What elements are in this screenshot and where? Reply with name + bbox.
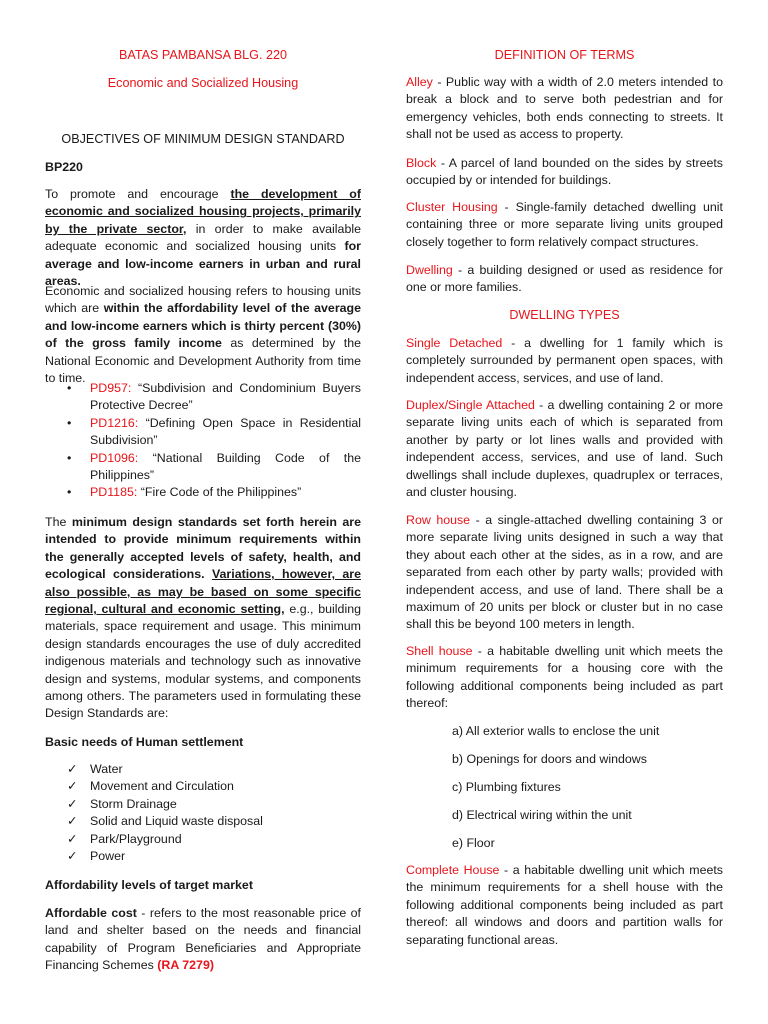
term-text: - a single-attached dwelling containing 3 or more separate living units designed in such a way that they about each other at the sides, as in a row, and are separated from each other by party walls; provided with independent access, and use of land. There shall be a maximum of 20 units per block or cluster but in no case shall this be beyond 100 meters in length. [406,513,723,632]
law-list [45,380,361,502]
term-text: - a building designed or used as residence for one or more families. [406,263,723,295]
list-item [45,813,361,830]
law-code: PD1185: [90,485,138,500]
para1-d: for average and low-income earners in urban and rural areas. [45,239,361,289]
list-item [45,848,361,865]
list-item [45,450,361,485]
bullet-icon: • [67,415,72,430]
para1-a: To promote and encourage [45,187,231,201]
type-shell-house [406,643,723,713]
bullet-icon: • [67,381,72,395]
check-icon: ✓ [67,849,78,864]
paragraph-standards [45,514,361,723]
para2-a: Economic and socialized housing refers to housing units which are [45,284,361,316]
affordability-heading: Affordability levels of target market [45,878,253,892]
bp-label: BP220 [45,160,83,174]
law-title: “Subdivision and Condominium Buyers Protective Decree” [90,381,361,413]
list-item [45,831,361,848]
definition-heading: DEFINITION OF TERMS [494,48,635,62]
doc-subtitle: Economic and Socialized Housing [107,76,299,90]
law-code: PD957: [90,381,132,395]
doc-title: BATAS PAMBANSA BLG. 220 [119,48,287,62]
affordable-ref: (RA 7279) [157,958,214,973]
term-text: - a habitable dwelling unit which meets the minimum requirements for a housing core with the following additional components being included as part thereof: [406,644,723,711]
term-text: - a habitable dwelling unit which meets the minimum requirements for a shell house with the following additional components being included as part thereof: all windows and doors and partition walls for separating functional areas. [406,863,723,947]
para2-b: within the affordability level of the average and low-income earners which is thirty percent (30%) of the gross family income [45,301,361,351]
term-text: - A parcel of land bounded on the sides by streets occupied by or intended for buildings. [406,156,723,188]
law-title: “Defining Open Space in Residential Subdivision” [90,415,361,448]
para3-e: e.g., building materials, space requirement and usage. This minimum design standards encourages the use of duly accredited indigenous materials and technology such as innovative design and systems, modular systems, and components among others. The parameters used in formulating these Design Standards are: [45,602,361,721]
component-item: b) Openings for doors and windows [452,752,647,766]
law-code: PD1096: [90,450,139,465]
term-label: Complete House [406,863,500,877]
term-label: Row house [406,513,471,527]
list-item [45,380,361,415]
type-complete-house [406,862,723,949]
para3-c [205,567,212,581]
dwelling-types-heading: DWELLING TYPES [509,308,620,322]
term-label: Alley [406,75,433,89]
check-icon: ✓ [67,831,78,846]
check-icon: ✓ [67,796,78,811]
law-title: “Fire Code of the Philippines” [137,485,302,500]
term-label: Dwelling [406,263,453,277]
need-label: Park/Playground [90,831,182,846]
need-label: Power [90,849,126,864]
bullet-icon: • [67,485,72,500]
term-alley [406,74,723,144]
term-dwelling [406,262,723,297]
list-item [45,484,361,501]
basic-needs-heading: Basic needs of Human settlement [45,735,244,749]
para3-d: Variations, however, are also possible, as may be based on some specific regional, cultural and economic setting, [45,567,362,617]
list-item [45,761,361,778]
bullet-icon: • [67,450,72,465]
need-label: Solid and Liquid waste disposal [90,814,263,829]
component-item: e) Floor [452,836,495,850]
component-item: c) Plumbing fixtures [452,780,561,794]
paragraph-objective [45,186,361,290]
term-label: Shell house [406,644,473,658]
check-icon: ✓ [67,762,78,776]
law-title: “National Building Code of the Philippines” [90,450,361,483]
term-label: Duplex/Single Attached [406,398,535,412]
term-text: - a dwelling containing 2 or more separate living units each of which is separated from another by party or lot lines walls and provided with independent access, services, and use of land. Such dwellings shall include duplexes, quadruplex or terraces, and cluster housing. [406,398,724,500]
term-text: - Single-family detached dwelling unit containing three or more separate living units grouped closely together to form relatively compact structures. [406,200,723,249]
need-label: Movement and Circulation [90,779,234,794]
component-item: a) All exterior walls to enclose the unit [452,724,660,738]
term-label: Single Detached [406,336,503,350]
objectives-heading: OBJECTIVES OF MINIMUM DESIGN STANDARD [61,132,345,146]
list-item [45,796,361,813]
law-code: PD1216: [90,415,139,430]
term-label: Cluster Housing [406,200,498,214]
para2-c: as determined by the National Economic and Development Authority from time to time. [45,336,361,386]
type-duplex [406,397,723,501]
list-item [45,778,361,795]
para1-b: the development of economic and socialized housing projects, primarily by the private sector, [45,187,361,236]
type-row-house [406,512,723,634]
term-block [406,155,723,190]
para3-b: minimum design standards set forth herein are intended to provide minimum requirements within the generally accepted levels of safety, health, and ecological considerations. [45,515,361,582]
term-label: Block [406,156,437,170]
list-item [45,415,361,450]
need-label: Storm Drainage [90,796,177,811]
affordable-term: Affordable cost [45,906,137,920]
affordable-text: - refers to the most reasonable price of land and shelter based on the needs and financial capability of Program Beneficiaries and Appropriate Financing Schemes [45,906,361,973]
component-item: d) Electrical wiring within the unit [452,808,632,822]
term-cluster-housing [406,199,723,251]
basic-needs-list [45,761,361,865]
check-icon: ✓ [67,814,78,829]
type-single-detached [406,335,723,387]
term-text: - a dwelling for 1 family which is completely surrounded by permanent open spaces, with independent access, services, and use of land. [406,336,723,385]
paragraph-definition [45,283,361,387]
check-icon: ✓ [67,779,78,794]
para1-c: in order to make available adequate economic and socialized housing units [45,221,361,254]
paragraph-affordable-cost [45,905,361,975]
need-label: Water [90,762,123,776]
term-text: - Public way with a width of 2.0 meters intended to break a block and to serve both pedestrian and for emergency vehicles, both ends connecting to streets. It shall not be used as access to property. [406,75,723,142]
para3-a: The [45,515,72,529]
